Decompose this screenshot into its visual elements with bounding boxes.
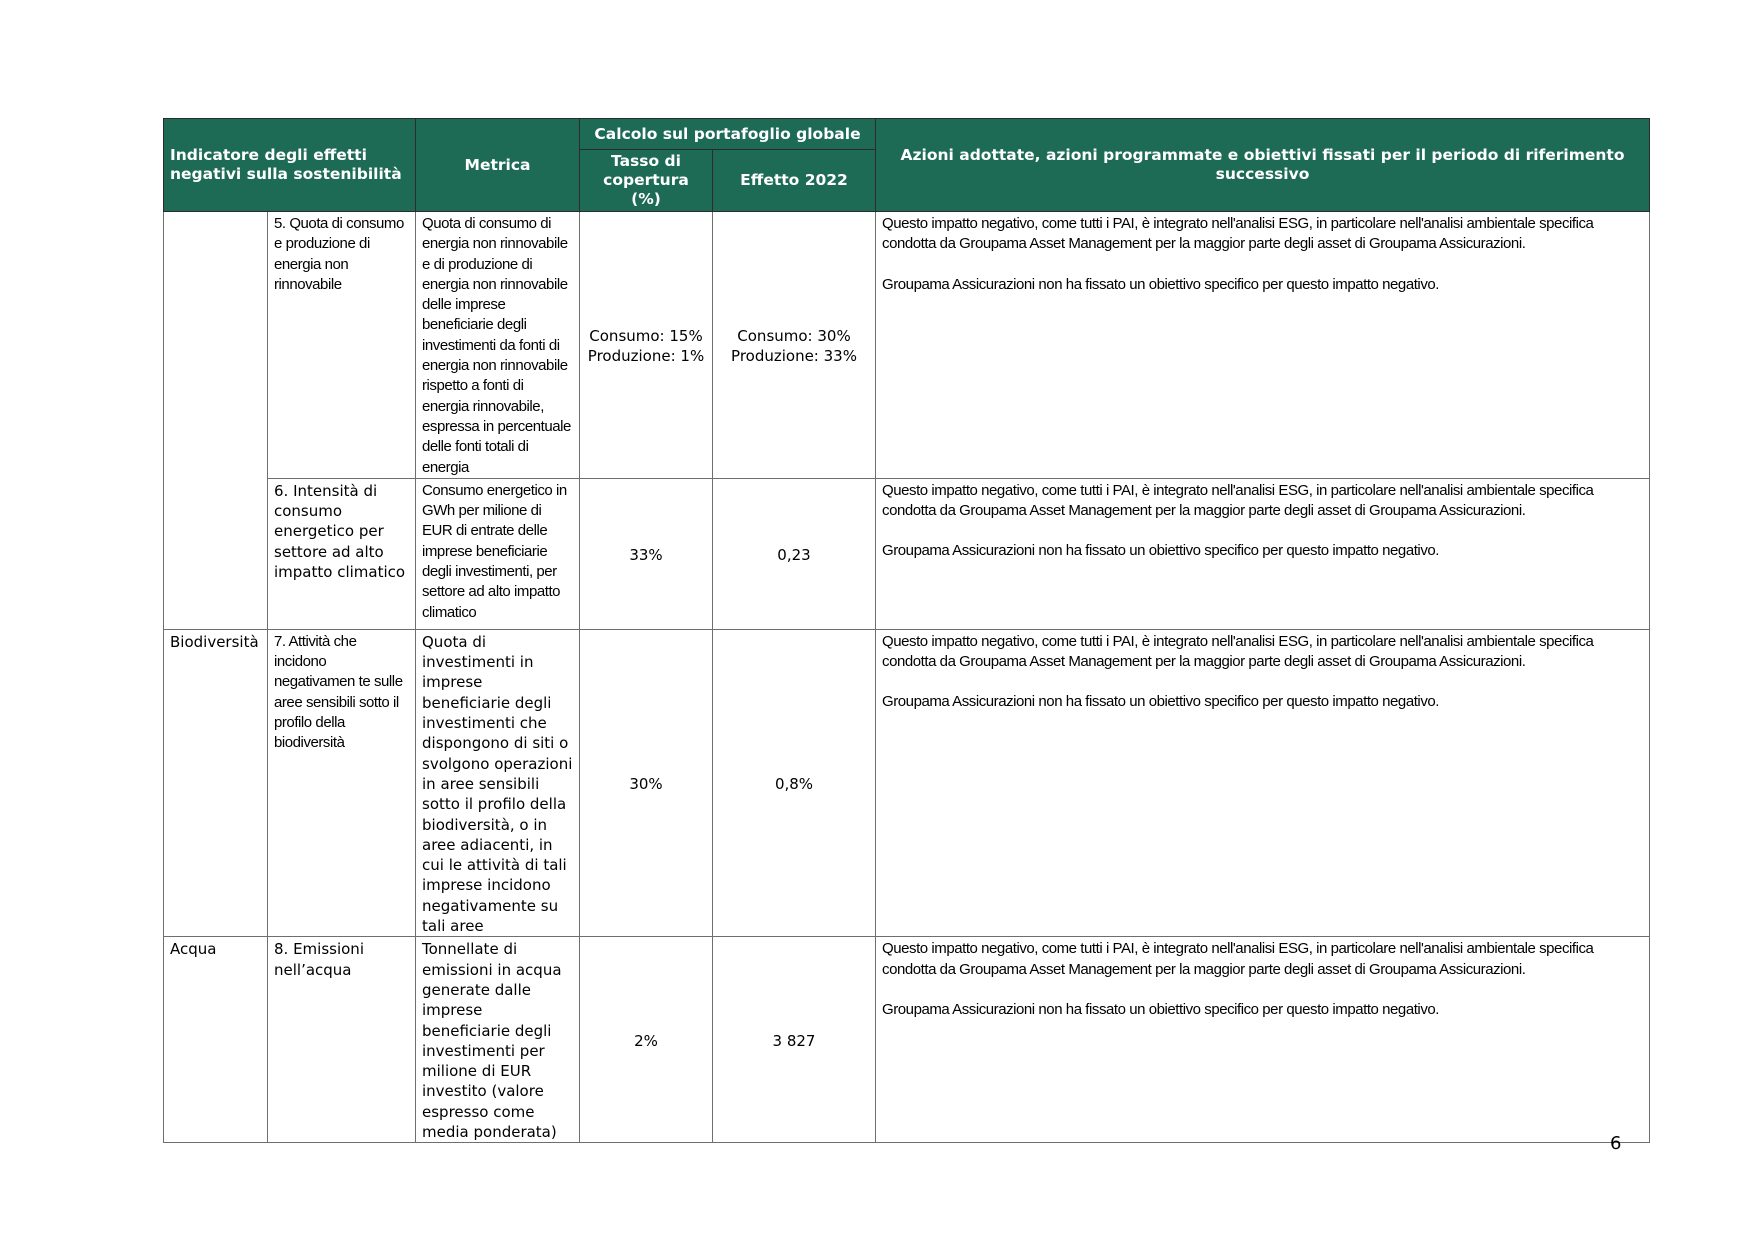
actions-text: Questo impatto negativo, come tutti i PAI, è integrato nell'analisi ESG, in particolare nell'analisi ambientale specifica condotta da Groupama Asset Management per la maggior parte degli asset di Groupama Assicurazioni. <box>882 940 1594 978</box>
metric-cell: Consumo energetico in GWh per milione di EUR di entrate delle imprese beneficiarie degli investimenti, per settore ad alto impatto climatico <box>416 478 580 629</box>
category-cell: Acqua <box>164 937 268 1143</box>
indicator-cell: 6. Intensità di consumo energetico per settore ad alto impatto climatico <box>268 478 416 629</box>
actions-target-text: Groupama Assicurazioni non ha fissato un obiettivo specifico per questo impatto negativo. <box>882 693 1439 711</box>
header-effect: Effetto 2022 <box>713 150 876 212</box>
indicator-cell: 7. Attività che incidono negativamen te sulle aree sensibili sotto il profilo della biodiversità <box>268 629 416 936</box>
coverage-cell: 30% <box>580 629 713 936</box>
actions-target-text: Groupama Assicurazioni non ha fissato un obiettivo specifico per questo impatto negativo. <box>882 1000 1439 1018</box>
effect-cell: 3 827 <box>713 937 876 1143</box>
coverage-cell: 33% <box>580 478 713 629</box>
category-cell <box>164 212 268 630</box>
pai-table <box>163 118 1650 1143</box>
header-coverage: Tasso di copertura (%) <box>580 150 713 212</box>
actions-target-text: Groupama Assicurazioni non ha fissato un obiettivo specifico per questo impatto negativo. <box>882 275 1439 293</box>
table-row <box>164 629 1650 936</box>
coverage-cell: 2% <box>580 937 713 1143</box>
actions-text: Questo impatto negativo, come tutti i PAI, è integrato nell'analisi ESG, in particolare nell'analisi ambientale specifica condotta da Groupama Asset Management per la maggior parte degli asset di Groupama Assicurazioni. <box>882 481 1594 520</box>
actions-target-text: Groupama Assicurazioni non ha fissato un obiettivo specifico per questo impatto negativo. <box>882 542 1439 560</box>
actions-text: Questo impatto negativo, come tutti i PAI, è integrato nell'analisi ESG, in particolare nell'analisi ambientale specifica condotta da Groupama Asset Management per la maggior parte degli asset di Groupama Assicurazioni. <box>882 215 1594 253</box>
coverage-produzione: Produzione: 1% <box>587 346 705 365</box>
metric-cell: Tonnellate di emissioni in acqua generate dalle imprese beneficiarie degli investimenti per milione di EUR investito (valore espresso come media ponderata) <box>416 937 580 1143</box>
table-row <box>164 212 1650 479</box>
effect-cell <box>713 212 876 479</box>
indicator-cell: 5. Quota di consumo e produzione di energia non rinnovabile <box>268 212 416 479</box>
header-portfolio-group: Calcolo sul portafoglio globale <box>580 119 876 150</box>
actions-cell <box>876 212 1650 479</box>
effect-cell: 0,8% <box>713 629 876 936</box>
page-number: 6 <box>1610 1133 1622 1154</box>
header-metric: Metrica <box>416 119 580 212</box>
indicator-cell: 8. Emissioni nell’acqua <box>268 937 416 1143</box>
metric-cell: Quota di consumo di energia non rinnovabile e di produzione di energia non rinnovabile delle imprese beneficiarie degli investimenti da fonti di energia non rinnovabile rispetto a fonti di energia rinnovabile, espressa in percentuale delle fonti totali di energia <box>416 212 580 479</box>
header-indicator: Indicatore degli effetti negativi sulla sostenibilità <box>164 119 416 212</box>
actions-cell <box>876 478 1650 629</box>
effect-consumo: Consumo: 30% <box>737 326 851 345</box>
actions-cell <box>876 629 1650 936</box>
actions-text: Questo impatto negativo, come tutti i PAI, è integrato nell'analisi ESG, in particolare nell'analisi ambientale specifica condotta da Groupama Asset Management per la maggior parte degli asset di Groupama Assicurazioni. <box>882 632 1594 671</box>
actions-cell <box>876 937 1650 1143</box>
coverage-cell <box>580 212 713 479</box>
metric-cell: Quota di investimenti in imprese beneficiarie degli investimenti che dispongono di siti o svolgono operazioni in aree sensibili sotto il profilo della biodiversità, o in aree adiacenti, in cui le attività di tali imprese incidono negativamente su tali aree <box>416 629 580 936</box>
effect-produzione: Produzione: 33% <box>731 346 857 365</box>
table-row <box>164 937 1650 1143</box>
category-cell: Biodiversità <box>164 629 268 936</box>
table-row <box>164 478 1650 629</box>
header-actions: Azioni adottate, azioni programmate e obiettivi fissati per il periodo di riferimento successivo <box>876 119 1650 212</box>
effect-cell: 0,23 <box>713 478 876 629</box>
coverage-consumo: Consumo: 15% <box>589 326 703 345</box>
